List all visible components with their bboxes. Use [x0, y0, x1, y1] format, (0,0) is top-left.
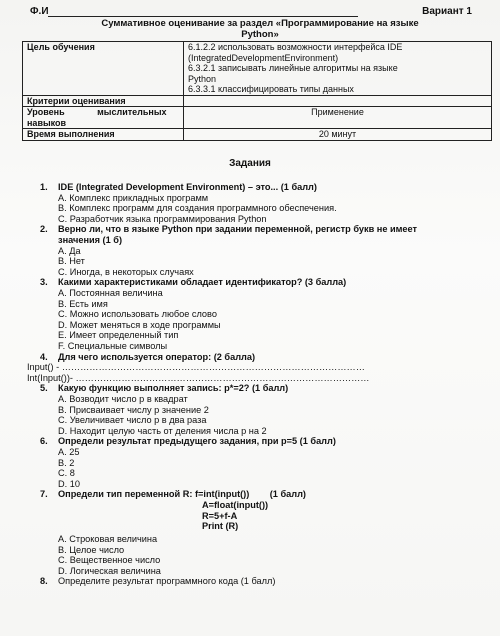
answer-option: A. Комплекс прикладных программ	[58, 192, 209, 203]
answer-option: A. Возводит число p в квадрат	[58, 394, 188, 404]
question-number: 6.	[40, 436, 48, 447]
answer-option: D. Может меняться в ходе программы	[58, 319, 221, 330]
level-value: Применение	[184, 107, 492, 129]
tasks-heading: Задания	[229, 158, 271, 169]
level-label-line: навыков	[27, 117, 67, 128]
question-number: 1.	[40, 182, 48, 192]
answer-option: C. Вещественное число	[58, 555, 161, 566]
answer-option: C. Можно использовать любое слово	[58, 309, 217, 320]
answer-blank-line: Input() - ………………………………………………………………………………………	[27, 362, 365, 373]
answer-option: C. 8	[58, 468, 75, 479]
title-line-2: Python»	[241, 29, 279, 40]
table-row	[23, 107, 492, 129]
fio-blank-line	[48, 16, 358, 17]
answer-option: B. Нет	[58, 256, 85, 267]
question-number: 4.	[40, 351, 48, 362]
question-text: Верно ли, что в языке Python при задании переменной, регистр букв не имеет	[58, 224, 418, 235]
answer-option: A. Постоянная величина	[58, 288, 163, 298]
answer-option: A. 25	[58, 447, 80, 457]
question-text: Для чего используется оператор: (2 балла)	[58, 351, 256, 362]
question-number: 2.	[40, 224, 48, 235]
answer-option: C. Увеличивает число p в два раза	[58, 415, 207, 426]
code-line: Print (R)	[202, 521, 239, 532]
answer-option: C. Иногда, в некоторых случаях	[58, 266, 194, 277]
question-number: 5.	[40, 383, 48, 394]
goal-line: (IntegratedDevelopmentEnvironment)	[188, 52, 339, 63]
goal-line: 6.3.2.1 записывать линейные алгоритмы на языке	[188, 63, 398, 73]
info-table	[22, 41, 492, 141]
goal-line: 6.1.2.2 использовать возможности интерфейса IDE	[188, 42, 403, 52]
question-text: IDE (Integrated Development Environment) – это... (1 балл)	[58, 182, 317, 192]
question-number: 3.	[40, 277, 48, 288]
answer-option: B. Комплекс программ для создания программного обеспечения.	[58, 203, 337, 214]
level-label-line: Уровень мыслительных	[27, 107, 167, 117]
answer-option: D. Логическая величина	[58, 565, 161, 576]
answer-option: B. Присваивает числу p значение 2	[58, 404, 209, 415]
header	[30, 6, 480, 18]
question-number: 8.	[40, 576, 48, 587]
answer-blank-line: Int(Input())- ……………………………………………………………………………………	[27, 372, 370, 383]
goal-label: Цель обучения	[23, 42, 184, 96]
question-text: Какими характеристиками обладает идентификатор? (3 балла)	[58, 277, 347, 288]
answer-option: B. 2	[58, 457, 75, 468]
answer-option: C. Разработчик языка программирования Python	[58, 213, 267, 224]
answer-option: D. 10	[58, 478, 80, 489]
variant-label: Вариант 1	[422, 6, 472, 17]
table-row	[23, 129, 492, 141]
code-line: R=5+f-A	[202, 510, 238, 521]
time-label: Время выполнения	[23, 129, 184, 141]
question-text: значения (1 б)	[58, 235, 123, 245]
question-text: Определи результат предыдущего задания, при p=5 (1 балл)	[58, 436, 336, 447]
goal-value	[184, 42, 492, 96]
page-title	[40, 18, 480, 40]
title-line-1: Суммативное оценивание за раздел «Программирование на языке	[101, 18, 419, 29]
answer-option: E. Имеет определенный тип	[58, 330, 179, 341]
question-text: Какую функцию выполняет запись: p*=2? (1 балл)	[58, 383, 289, 394]
answer-option: A. Строковая величина	[58, 534, 158, 544]
answer-option: D. Находит целую часть от деления числа p на 2	[58, 425, 267, 436]
time-value: 20 минут	[184, 129, 492, 141]
question-number: 7.	[40, 489, 48, 500]
goal-line: 6.3.3.1 классифицировать типы данных	[188, 84, 354, 94]
criteria-label: Критерии оценивания	[23, 95, 184, 107]
answer-option: F. Специальные символы	[58, 341, 168, 351]
goal-line: Python	[188, 73, 217, 84]
question-text: Определите результат программного кода (1 балл)	[58, 576, 276, 587]
level-label	[23, 107, 184, 129]
table-row	[23, 42, 492, 96]
answer-option: B. Целое число	[58, 544, 125, 555]
fio-label: Ф.И	[30, 6, 49, 17]
code-line: A=float(input())	[202, 500, 269, 510]
answer-option: A. Да	[58, 245, 81, 256]
answer-option: B. Есть имя	[58, 298, 108, 309]
question-text: Определи тип переменной R: f=int(input()) (1 балл)	[58, 489, 306, 500]
criteria-value	[184, 95, 492, 107]
table-row	[23, 95, 492, 107]
